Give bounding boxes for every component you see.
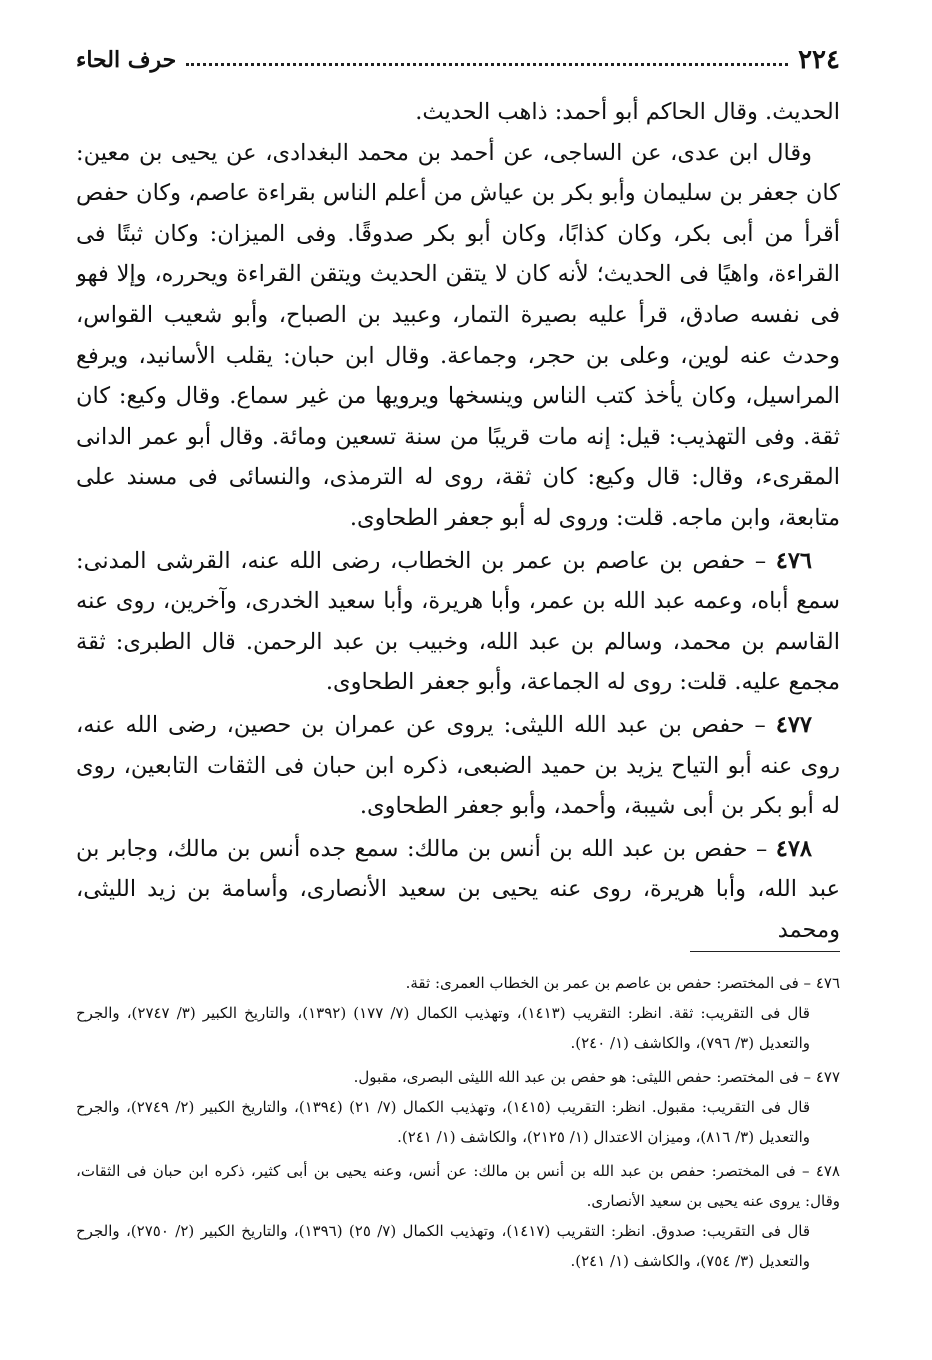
entry-text: حفص بن عبد الله الليثى: يروى عن عمران بن حصين، رضى الله عنه، روى عنه أبو التياح يزيد بن حميد الضبعى، ذكره ابن حبان فى الثقات التابعين، روى له أبو بكر بن أبى شيبة، وأحمد، وأبو جعفر الطحاوى.	[76, 711, 840, 820]
entry-number: ٤٧٧	[775, 711, 812, 738]
entry-number: ٤٧٦	[775, 547, 812, 574]
footnote-head: فى المختصر: حفص بن عاصم بن عمر بن الخطاب العمرى: ثقة.	[405, 974, 799, 992]
running-title: حرف الحاء	[76, 47, 177, 73]
page-number: ٢٢٤	[798, 45, 840, 75]
footnote-text: قال فى التقريب: مقبول. انظر: التقريب (١٤١٥)، وتهذيب الكمال (٧/ ٢١) (١٣٩٤)، والتاريخ الكبير (٢/ ٢٧٤٩)، والجرح والتعديل (٣/ ٨١٦)، وميزان الاعتدال (١/ ٢١٢٥)، والكاشف (١/ ٢٤١).	[76, 1098, 811, 1146]
footnote-head: فى المختصر: حفص بن عبد الله بن أنس بن مالك: عن أنس، وعنه يحيى بن أبى كثير، ذكره ابن حبان فى الثقات، وقال: يروى عنه يحيى بن سعيد الأنصارى.	[76, 1162, 840, 1210]
footnote-number: ٤٧٦	[815, 974, 840, 992]
footnote-number: ٤٧٧	[815, 1068, 840, 1086]
footnotes	[76, 968, 840, 1348]
footnote-478: ٤٧٨ – فى المختصر: حفص بن عبد الله بن أنس بن مالك: عن أنس، وعنه يحيى بن أبى كثير، ذكره ابن حبان فى الثقات، وقال: يروى عنه يحيى بن سعيد الأنصارى. قال فى التقريب: صدوق. انظر: التقريب (١٤١٧)، وتهذيب الكمال (٧/ ٢٥) (١٣٩٦)، والتاريخ الكبير (٢/ ٢٧٥٠)، والجرح والتعديل (٣/ ٧٥٤)، والكاشف (١/ ٢٤١).	[76, 1156, 840, 1276]
footnote-476: ٤٧٦ – فى المختصر: حفص بن عاصم بن عمر بن الخطاب العمرى: ثقة. قال فى التقريب: ثقة. انظر: التقريب (١٤١٣)، وتهذيب الكمال (٧/ ١٧٧) (١٣٩٢)، والتاريخ الكبير (٣/ ٢٧٤٧)، والجرح والتعديل (٣/ ٧٩٦)، والكاشف (١/ ٢٤٠).	[76, 968, 840, 1058]
footnote-text: قال فى التقريب: صدوق. انظر: التقريب (١٤١٧)، وتهذيب الكمال (٧/ ٢٥) (١٣٩٦)، والتاريخ الكبير (٢/ ٢٧٥٠)، والجرح والتعديل (٣/ ٧٥٤)، والكاشف (١/ ٢٤١).	[76, 1222, 810, 1270]
footnote-477: ٤٧٧ – فى المختصر: حفص الليثى: هو حفص بن عبد الله الليثى البصرى، مقبول. قال فى التقريب: مقبول. انظر: التقريب (١٤١٥)، وتهذيب الكمال (٧/ ٢١) (١٣٩٤)، والتاريخ الكبير (٢/ ٢٧٤٩)، والجرح والتعديل (٣/ ٨١٦)، وميزان الاعتدال (١/ ٢١٢٥)، والكاشف (١/ ٢٤١).	[76, 1062, 840, 1152]
footnote-separator	[690, 951, 840, 952]
entry-476: ٤٧٦ – حفص بن عاصم بن عمر بن الخطاب، رضى الله عنه، القرشى المدنى: سمع أباه، وعمه عبد الله بن عمر، وأبا هريرة، وأبا سعيد الخدرى، وآخرين، روى عنه القاسم بن محمد، وسالم بن عبد الله، وخبيب بن عبد الرحمن. قال الطبرى: ثقة مجمع عليه. قلت: روى له الجماعة، وأبو جعفر الطحاوى.	[76, 547, 840, 696]
main-text	[76, 92, 840, 950]
entry-478: ٤٧٨ – حفص بن عبد الله بن أنس بن مالك: سمع جده أنس بن مالك، وجابر بن عبد الله، وأبا هريرة، روى عنه يحيى بن سعيد الأنصارى، وأسامة بن زيد الليثى، ومحمد	[76, 835, 840, 943]
paragraph: الحديث. وقال الحاكم أبو أحمد: ذاهب الحديث.	[415, 99, 840, 125]
header-dotted-leader	[186, 63, 788, 66]
footnote-number: ٤٧٨	[815, 1162, 840, 1180]
entry-text: حفص بن عاصم بن عمر بن الخطاب، رضى الله عنه، القرشى المدنى: سمع أباه، وعمه عبد الله بن عمر، وأبا هريرة، وأبا سعيد الخدرى، وآخرين، روى عنه القاسم بن محمد، وسالم بن عبد الله، وخبيب بن عبد الرحمن. قال الطبرى: ثقة مجمع عليه. قلت: روى له الجماعة، وأبو جعفر الطحاوى.	[76, 547, 840, 696]
page-header	[76, 40, 840, 80]
entry-number: ٤٧٨	[775, 835, 812, 862]
footnote-text: قال فى التقريب: ثقة. انظر: التقريب (١٤١٣)، وتهذيب الكمال (٧/ ١٧٧) (١٣٩٢)، والتاريخ الكبير (٣/ ٢٧٤٧)، والجرح والتعديل (٣/ ٧٩٦)، والكاشف (١/ ٢٤٠).	[76, 1004, 810, 1052]
entry-text: حفص بن عبد الله بن أنس بن مالك: سمع جده أنس بن مالك، وجابر بن عبد الله، وأبا هريرة، روى عنه يحيى بن سعيد الأنصارى، وأسامة بن زيد الليثى، ومحمد	[76, 835, 840, 943]
book-page	[76, 30, 840, 1350]
entry-477: ٤٧٧ – حفص بن عبد الله الليثى: يروى عن عمران بن حصين، رضى الله عنه، روى عنه أبو التياح يزيد بن حميد الضبعى، ذكره ابن حبان فى الثقات التابعين، روى له أبو بكر بن أبى شيبة، وأحمد، وأبو جعفر الطحاوى.	[76, 711, 840, 820]
footnote-head: فى المختصر: حفص الليثى: هو حفص بن عبد الله الليثى البصرى، مقبول.	[353, 1068, 799, 1086]
paragraph: وقال ابن عدى، عن الساجى، عن أحمد بن محمد البغدادى، عن يحيى بن معين: كان جعفر بن سليمان وأبو بكر بن عياش من أعلم الناس بقراءة عاصم، وكان حفص أقرأ من أبى بكر، وكان كذابًا، وكان أبو بكر صدوقًا. وفى الميزان: وكان ثبتًا فى القراءة، واهيًا فى الحديث؛ لأنه كان لا يتقن الحديث ويتقن القراءة ويحرره، وإلا فهو فى نفسه صادق، قرأ عليه بصيرة التمار، وعبيد بن الصباح، وأبو شعيب القواس، وحدث عنه لوين، وعلى بن حجر، وجماعة. وقال ابن حبان: يقلب الأسانيد، ويرفع المراسيل، وكان يأخذ كتب الناس وينسخها ويرويها من غير سماع. وقال وكيع: كان ثقة. وفى التهذيب: قيل: إنه مات قريبًا من سنة تسعين ومائة. وقال أبو عمر الدانى المقرىء، وقال: قال وكيع: كان ثقة، روى له الترمذى، والنسائى فى مسند على متابعة، وابن ماجه. قلت: وروى له أبو جعفر الطحاوى.	[76, 139, 840, 531]
